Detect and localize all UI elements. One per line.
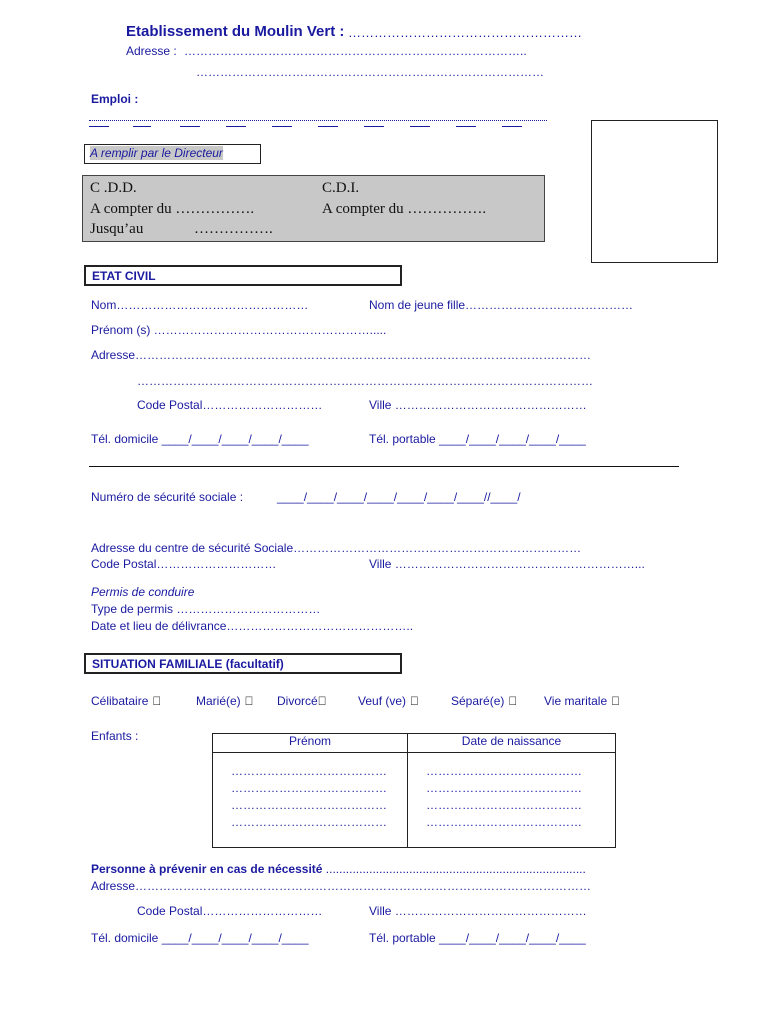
cdd-start-field[interactable]: A compter du ……………. [90, 201, 255, 217]
prenom-field[interactable]: Prénom (s) ………………………………………………..... [91, 323, 387, 337]
apple-icon[interactable] [245, 694, 254, 708]
situation-title [84, 653, 402, 674]
option-vie-maritale[interactable] [544, 694, 620, 708]
emploi-dash [180, 126, 200, 127]
contract-box [82, 175, 545, 242]
date-row[interactable]: ………………………………… [426, 815, 582, 829]
director-label-box [84, 144, 261, 164]
adresse-field-1[interactable]: ………………………………………………………………………….. [184, 44, 527, 58]
cdd-option[interactable] [90, 180, 168, 197]
adresse-field-2[interactable]: …………………………………………………………………………… [196, 65, 544, 79]
situation-title-text: SITUATION FAMILIALE (facultatif) [92, 657, 284, 671]
divider [89, 466, 679, 467]
etablissement-field[interactable]: ……………………………………………… [348, 25, 582, 40]
secu-label: Numéro de sécurité sociale : [91, 490, 244, 504]
emploi-dash [133, 126, 151, 127]
date-row[interactable]: ………………………………… [426, 764, 582, 778]
apple-icon[interactable] [152, 694, 161, 708]
tel-domicile-field[interactable]: Tél. domicile ____/____/____/____/____ [91, 432, 309, 446]
emploi-dash [410, 126, 430, 127]
prenom-row[interactable]: ………………………………… [231, 781, 387, 795]
cdd-label: C .D.D. [90, 180, 137, 196]
apple-icon[interactable] [385, 181, 394, 196]
nom-field[interactable]: Nom………………………………………… [91, 298, 309, 312]
type-permis-field[interactable]: Type de permis ……………………………… [91, 602, 321, 616]
emploi-dash [456, 126, 476, 127]
table-header-date: Date de naissance [408, 734, 616, 753]
permis-label: Permis de conduire [91, 585, 195, 599]
prenom-row[interactable]: ………………………………… [231, 764, 387, 778]
date-row[interactable]: ………………………………… [426, 781, 582, 795]
date-lieu-field[interactable]: Date et lieu de délivrance……………………………………….. [91, 619, 414, 633]
personne-ville-field[interactable]: Ville ………………………………………… [369, 904, 587, 918]
secu-field[interactable]: ____/____/____/____/____/____/____//____/ [277, 490, 521, 504]
cdi-label: C.D.I. [322, 180, 360, 196]
photo-box [591, 120, 718, 263]
option-label: Célibataire [91, 694, 149, 708]
apple-icon[interactable] [611, 694, 620, 708]
apple-icon[interactable] [159, 181, 168, 196]
date-row[interactable]: ………………………………… [426, 798, 582, 812]
tel-portable-field[interactable]: Tél. portable ____/____/____/____/____ [369, 432, 586, 446]
etat-civil-title [84, 265, 402, 286]
personne-label: Personne à prévenir en cas de nécessité [91, 862, 323, 876]
director-label: A remplir par le Directeur [90, 146, 223, 160]
option-label: Divorcé [277, 694, 318, 708]
emploi-dash [89, 126, 109, 127]
personne-dots[interactable]: .............................................................................. [322, 862, 586, 876]
apple-icon[interactable] [318, 694, 327, 708]
adresse-field-line2[interactable]: …………………………………………………………………………………………………… [137, 374, 593, 388]
nom-jeune-fille-field[interactable]: Nom de jeune fille…………………………………… [369, 298, 634, 312]
etat-civil-title-text: ETAT CIVIL [92, 269, 156, 283]
jusquau-field[interactable]: ……………. [194, 221, 273, 237]
emploi-dash [318, 126, 338, 127]
prenom-row[interactable]: ………………………………… [231, 798, 387, 812]
ville-secu-field[interactable]: Ville ……………………………………………………... [369, 557, 645, 571]
ville-field[interactable]: Ville ………………………………………… [369, 398, 587, 412]
table-header-prenom: Prénom [213, 734, 408, 753]
emploi-dash [226, 126, 246, 127]
option-veuf[interactable] [358, 694, 419, 708]
emploi-dash [272, 126, 292, 127]
cdi-start-field[interactable]: A compter du ……………. [322, 201, 487, 217]
personne-field[interactable] [91, 862, 586, 876]
code-postal-field[interactable]: Code Postal………………………… [137, 398, 323, 412]
apple-icon[interactable] [508, 694, 517, 708]
cdi-option[interactable] [322, 180, 394, 197]
apple-icon[interactable] [410, 694, 419, 708]
option-label: Vie maritale [544, 694, 608, 708]
option-celibataire[interactable] [91, 694, 161, 708]
emploi-field[interactable] [89, 120, 547, 121]
adresse-label: Adresse : [126, 44, 177, 58]
etablissement-label: Etablissement du Moulin Vert : [126, 23, 345, 40]
enfants-table [212, 733, 616, 848]
option-divorce[interactable] [277, 694, 327, 708]
option-label: Veuf (ve) [358, 694, 407, 708]
jusquau-label: Jusqu’au [90, 221, 144, 237]
personne-adresse-field[interactable]: Adresse…………………………………………………………………………………………………… [91, 879, 592, 893]
prenom-column[interactable] [213, 753, 408, 848]
emploi-dash [502, 126, 522, 127]
personne-code-postal-field[interactable]: Code Postal………………………… [137, 904, 323, 918]
emploi-label: Emploi : [91, 92, 139, 106]
date-column[interactable] [408, 753, 616, 848]
option-label: Séparé(e) [451, 694, 505, 708]
code-postal-secu-field[interactable]: Code Postal………………………… [91, 557, 277, 571]
adresse-field[interactable]: Adresse…………………………………………………………………………………………………… [91, 348, 592, 362]
option-separe[interactable] [451, 694, 517, 708]
personne-tel-portable-field[interactable]: Tél. portable ____/____/____/____/____ [369, 931, 586, 945]
enfants-label: Enfants : [91, 729, 139, 743]
personne-tel-domicile-field[interactable]: Tél. domicile ____/____/____/____/____ [91, 931, 309, 945]
option-marie[interactable] [196, 694, 254, 708]
centre-secu-field[interactable]: Adresse du centre de sécurité Sociale……………………………………………………………… [91, 541, 582, 555]
emploi-dash [364, 126, 384, 127]
option-label: Marié(e) [196, 694, 241, 708]
prenom-row[interactable]: ………………………………… [231, 815, 387, 829]
